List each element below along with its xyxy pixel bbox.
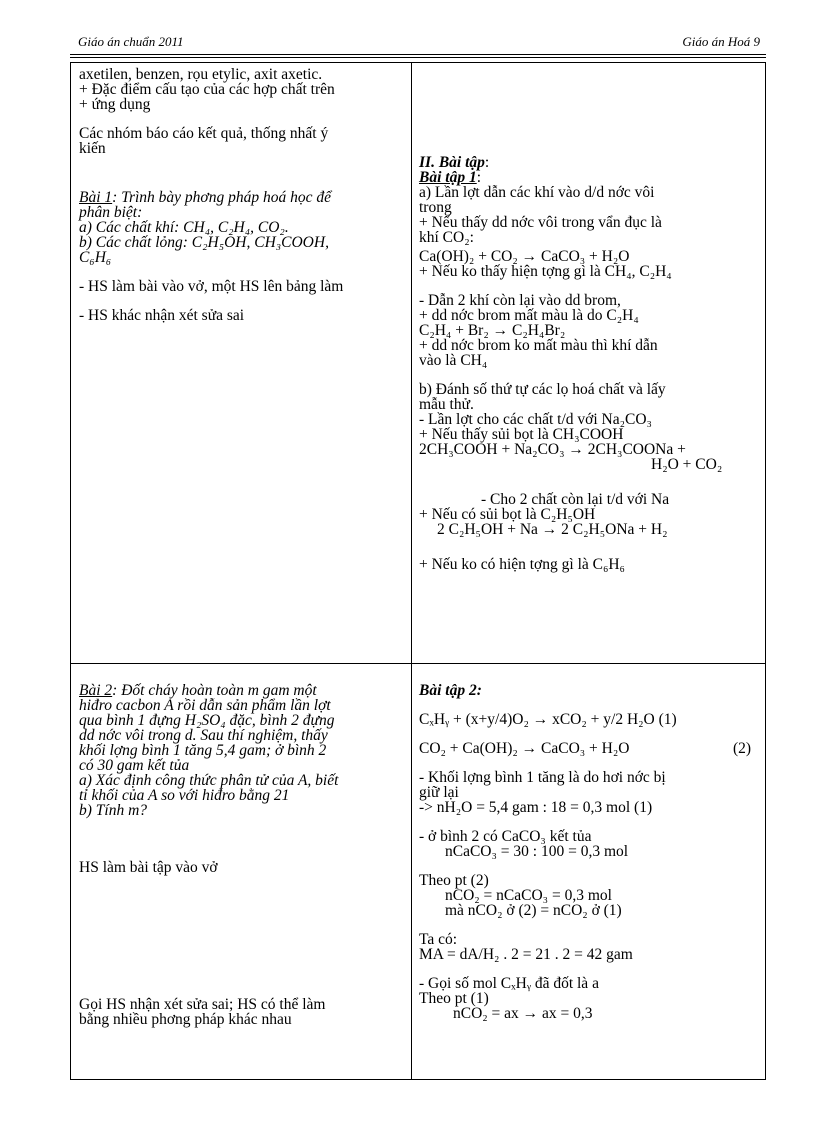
exercise-1-label: Bài 1: [79, 189, 113, 206]
text-line: - Cho 2 chất còn lại t/d với Na: [481, 491, 670, 508]
text-line: - Dẫn 2 khí còn lại vào dd brom,: [419, 292, 621, 309]
exercise-1-heading: Bài tập 1: [419, 169, 477, 186]
text-line: mẫu thử.: [419, 396, 474, 413]
exercise-1-text: : Trình bày phơng pháp hoá học để: [112, 189, 331, 206]
row2-left-cell: [79, 683, 403, 1027]
header-rule: [70, 54, 766, 55]
text-line: + Nếu có sủi bọt là C₂H₅OH: [419, 506, 596, 523]
text-line: + Nếu ko có hiện tợng gì là C₆H₆: [419, 556, 625, 573]
text-line: - Lần lợt cho các chất t/d với Na₂CO₃: [419, 411, 652, 428]
text-line: - HS khác nhận xét sửa sai: [79, 307, 245, 324]
text-line: - HS làm bài vào vở, một HS lên bảng làm: [79, 278, 344, 295]
text-line: tỉ khối của A so với hiđro bằng 21: [79, 787, 290, 804]
text-line: a) Xác định công thức phân tử của A, biết: [79, 772, 339, 789]
text-line: b) Các chất lỏng: C₂H₅OH, CH₃COOH,: [79, 234, 329, 251]
equation-continued: H₂O + CO₂: [651, 456, 723, 473]
text-line: nCO₂ = nCaCO₃ = 0,3 mol: [445, 887, 612, 904]
colon: :: [476, 169, 482, 186]
text-line: - Gọi số mol CₓHᵧ đã đốt là a: [419, 975, 599, 992]
text-line: - ở bình 2 có CaCO₃ kết tủa: [419, 828, 592, 845]
equation-number: (2): [733, 740, 752, 757]
text-line: qua bình 1 đựng H₂SO₄ đặc, bình 2 đựng: [79, 712, 335, 729]
text-line: có 30 gam kết tủa: [79, 757, 190, 774]
text-line: Theo pt (1): [419, 990, 489, 1007]
text-line: a) Các chất khí: CH₄, C₂H₄, CO₂.: [79, 219, 289, 236]
text-line: - Khối lợng bình 1 tăng là do hơi nớc bị: [419, 769, 666, 786]
text-line: b) Tính m?: [79, 802, 148, 819]
text-line: khối lợng bình 1 tăng 5,4 gam; ở bình 2: [79, 742, 327, 759]
text-line: C₆H₆: [79, 249, 112, 266]
text-line: nCO₂ = ax → ax = 0,3: [453, 1005, 593, 1022]
lesson-table: [70, 62, 766, 1080]
equation: 2CH₃COOH + Na₂CO₃ → 2CH₃COONa +: [419, 441, 686, 458]
text-line: dd nớc vôi trong d. Sau thí nghiệm, thấy: [79, 727, 328, 744]
text-line: Các nhóm báo cáo kết quả, thống nhất ý: [79, 125, 329, 142]
text-line: Gọi HS nhận xét sửa sai; HS có thể làm: [79, 996, 326, 1013]
exercise-2-heading: Bài tập 2:: [419, 682, 482, 699]
colon: :: [484, 154, 490, 171]
text-line: axetilen, benzen, rọu etylic, axit axetic.: [79, 66, 323, 83]
text-line: a) Lần lợt dẫn các khí vào d/d nớc vôi: [419, 184, 655, 201]
row1-right-cell: [419, 155, 759, 572]
text-line: giữ lại: [419, 784, 459, 801]
exercise-2-text: : Đốt cháy hoàn toàn m gam một: [112, 682, 317, 699]
text-line: hiđro cacbon A rồi dẫn sản phẩm lần lợt: [79, 697, 331, 714]
text-line: + ứng dụng: [79, 96, 151, 113]
text-line: + Nếu thấy sủi bọt là CH₃COOH: [419, 426, 624, 443]
row1-left-cell: [79, 67, 403, 323]
equation: CₓHᵧ + (x+y/4)O₂ → xCO₂ + y/2 H₂O (1): [419, 711, 677, 728]
text-line: HS làm bài tập vào vở: [79, 859, 218, 876]
text-line: MA = dA/H₂ . 2 = 21 . 2 = 42 gam: [419, 946, 633, 963]
text-line: + dd nớc brom mất màu là do C₂H₄: [419, 307, 639, 324]
text-line: + Đặc điểm cấu tạo của các hợp chất trên: [79, 81, 335, 98]
equation: Ca(OH)₂ + CO₂ → CaCO₃ + H₂O: [419, 248, 630, 265]
equation: C₂H₄ + Br₂ → C₂H₄Br₂: [419, 322, 566, 339]
equation: 2 C₂H₅OH + Na → 2 C₂H₅ONa + H₂: [437, 521, 668, 538]
text-line: bằng nhiều phơng pháp khác nhau: [79, 1011, 292, 1028]
text-line: + dd nớc brom ko mất màu thì khí dẫn: [419, 337, 658, 354]
equation: CO₂ + Ca(OH)₂ → CaCO₃ + H₂O: [419, 740, 630, 757]
text-line: kiến: [79, 140, 106, 157]
exercise-2-label: Bài 2: [79, 682, 113, 699]
section-title: II. Bài tập: [419, 154, 485, 171]
text-line: trong: [419, 199, 452, 216]
text-line: vào là CH₄: [419, 352, 488, 369]
header-right: Giáo án Hoá 9: [682, 34, 760, 49]
text-line: phân biệt:: [79, 204, 143, 221]
text-line: Theo pt (2): [419, 872, 489, 889]
header-left: Giáo án chuẩn 2011: [78, 34, 184, 49]
row2-right-cell: [419, 683, 759, 1021]
text-line: b) Đánh số thứ tự các lọ hoá chất và lấy: [419, 381, 666, 398]
column-divider: [411, 63, 412, 1079]
text-line: nCaCO₃ = 30 : 100 = 0,3 mol: [445, 843, 629, 860]
text-line: mà nCO₂ ở (2) = nCO₂ ở (1): [445, 902, 622, 919]
text-line: + Nếu thấy dd nớc vôi trong vẩn đục là: [419, 214, 662, 231]
text-line: Ta có:: [419, 931, 458, 948]
header-rule-double: [70, 57, 766, 58]
row-divider: [71, 663, 765, 664]
text-line: + Nếu ko thấy hiện tợng gì là CH₄, C₂H₄: [419, 263, 672, 280]
text-line: khí CO₂:: [419, 229, 474, 246]
text-line: -> nH₂O = 5,4 gam : 18 = 0,3 mol (1): [419, 799, 653, 816]
